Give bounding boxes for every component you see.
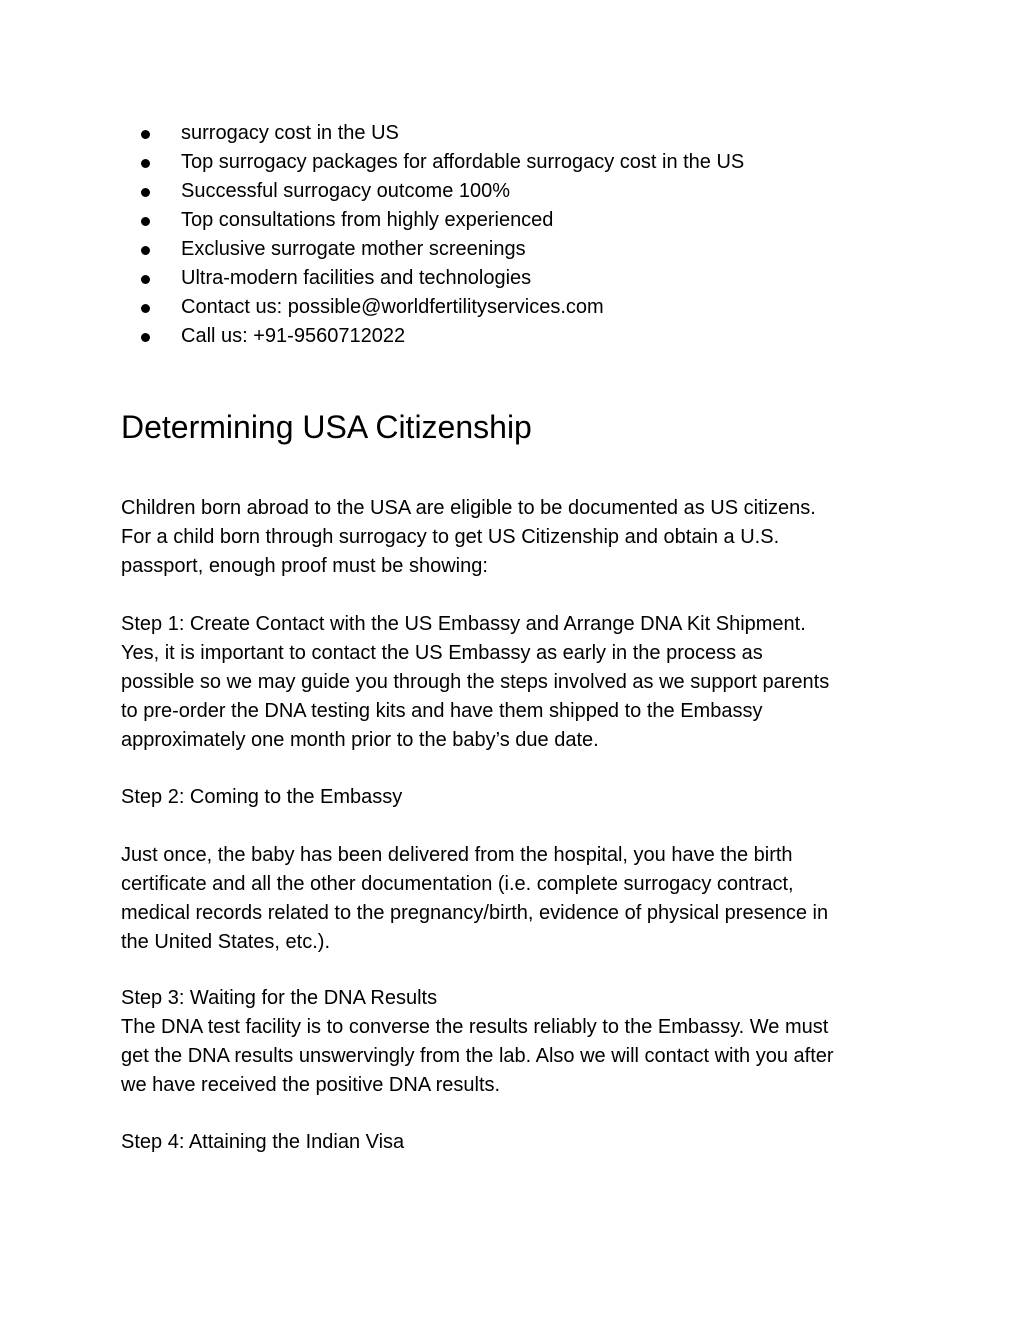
bullet-icon <box>141 304 150 313</box>
bullet-list <box>121 119 744 351</box>
paragraph-line: Step 2: Coming to the Embassy <box>121 786 403 808</box>
bullet-icon <box>141 130 150 139</box>
list-item-text: Top surrogacy packages for affordable surrogacy cost in the US <box>181 151 745 173</box>
list-item-text: Contact us: possible@worldfertilityservices.com <box>181 296 604 318</box>
paragraph-line: the United States, etc.). <box>121 931 330 953</box>
section-heading: Determining USA Citizenship <box>121 409 532 445</box>
paragraph-line: Children born abroad to the USA are eligible to be documented as US citizens. <box>121 497 816 519</box>
paragraph-line: Step 3: Waiting for the DNA Results <box>121 987 438 1009</box>
list-item <box>121 264 744 293</box>
paragraph-line: For a child born through surrogacy to get US Citizenship and obtain a U.S. <box>121 526 780 548</box>
list-item-text: Call us: +91-9560712022 <box>181 325 406 347</box>
bullet-icon <box>141 275 150 284</box>
paragraph-line: get the DNA results unswervingly from the lab. Also we will contact with you after <box>121 1045 834 1067</box>
paragraph-line: approximately one month prior to the baby’s due date. <box>121 729 599 751</box>
bullet-icon <box>141 159 150 168</box>
list-item <box>121 322 744 351</box>
step-1-paragraph <box>121 610 921 755</box>
step-3-paragraph <box>121 984 921 1100</box>
bullet-icon <box>141 188 150 197</box>
paragraph-line: to pre-order the DNA testing kits and have them shipped to the Embassy <box>121 700 763 722</box>
paragraph-line: we have received the positive DNA results. <box>121 1074 501 1096</box>
list-item <box>121 293 744 322</box>
list-item <box>121 177 744 206</box>
paragraph-line: medical records related to the pregnancy/birth, evidence of physical presence in <box>121 902 829 924</box>
list-item-text: Exclusive surrogate mother screenings <box>181 238 526 260</box>
step-4-title <box>121 1128 921 1157</box>
paragraph-line: Just once, the baby has been delivered from the hospital, you have the birth <box>121 844 793 866</box>
list-item-text: Top consultations from highly experienced <box>181 209 554 231</box>
bullet-icon <box>141 217 150 226</box>
list-item-text: Ultra-modern facilities and technologies <box>181 267 532 289</box>
paragraph-line: Yes, it is important to contact the US Embassy as early in the process as <box>121 642 763 664</box>
list-item-text: Successful surrogacy outcome 100% <box>181 180 511 202</box>
paragraph-line: Step 4: Attaining the Indian Visa <box>121 1131 405 1153</box>
paragraph-line: The DNA test facility is to converse the results reliably to the Embassy. We must <box>121 1016 829 1038</box>
intro-paragraph <box>121 494 921 581</box>
paragraph-line: Step 1: Create Contact with the US Embassy and Arrange DNA Kit Shipment. <box>121 613 806 635</box>
bullet-icon <box>141 333 150 342</box>
list-item <box>121 119 744 148</box>
step-2-paragraph <box>121 841 921 957</box>
bullet-icon <box>141 246 150 255</box>
step-2-title <box>121 783 921 812</box>
paragraph-line: passport, enough proof must be showing: <box>121 555 488 577</box>
paragraph-line: certificate and all the other documentation (i.e. complete surrogacy contract, <box>121 873 794 895</box>
list-item <box>121 148 744 177</box>
list-item-text: surrogacy cost in the US <box>181 122 399 144</box>
list-item <box>121 235 744 264</box>
list-item <box>121 206 744 235</box>
paragraph-line: possible so we may guide you through the steps involved as we support parents <box>121 671 830 693</box>
